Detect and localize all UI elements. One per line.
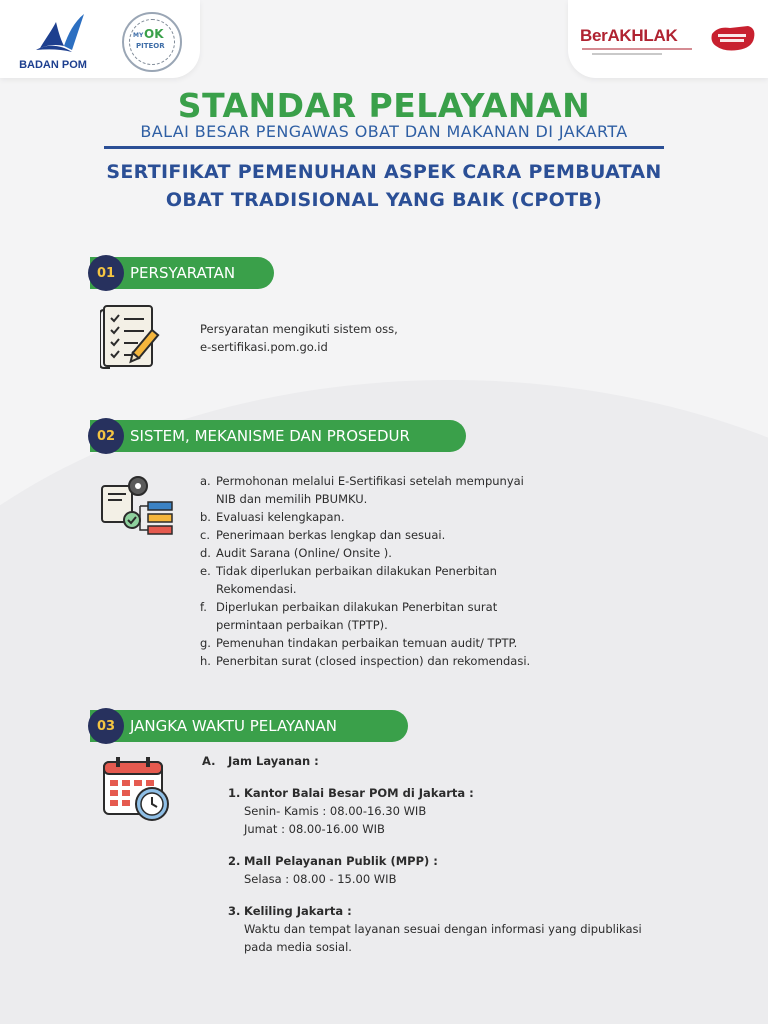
schedule-place-number: 2.: [228, 854, 241, 868]
list-item: [200, 598, 640, 634]
section-3-content: [202, 752, 682, 970]
schedule-place-name: Kantor Balai Besar POM di Jakarta :: [244, 786, 474, 800]
list-item-text: Tidak diperlukan perbaikan dilakukan Penerbitan: [216, 564, 497, 578]
schedule-line: Senin- Kamis : 08.00-16.30 WIB: [244, 804, 427, 818]
page-subtitle: BALAI BESAR PENGAWAS OBAT DAN MAKANAN DI JAKARTA: [140, 122, 628, 141]
list-item: [200, 544, 640, 562]
schedule-places: [202, 784, 682, 956]
schedule-heading: [202, 752, 682, 770]
certificate-title-line-1: SERTIFIKAT PEMENUHAN ASPEK CARA PEMBUATAN: [106, 161, 662, 183]
list-item: [200, 652, 640, 670]
schedule-heading-marker: A.: [202, 754, 216, 768]
section-header-persyaratan: [90, 257, 274, 289]
section-title: JANGKA WAKTU PELAYANAN: [130, 717, 338, 735]
section-title: SISTEM, MEKANISME DAN PROSEDUR: [130, 427, 410, 445]
list-item: [200, 562, 640, 598]
schedule-place: [228, 852, 682, 888]
list-item-marker: f.: [200, 600, 207, 614]
list-item: [200, 508, 640, 526]
list-item-text: Penerbitan surat (closed inspection) dan rekomendasi.: [216, 654, 531, 668]
list-item-text: Audit Sarana (Online/ Onsite ).: [216, 546, 392, 560]
certificate-title: [60, 158, 708, 214]
section-header-jangka-waktu: [90, 710, 408, 742]
schedule-place: [228, 784, 682, 838]
requirement-line: Persyaratan mengikuti sistem oss,: [200, 322, 398, 336]
list-item-text: Penerimaan berkas lengkap dan sesuai.: [216, 528, 446, 542]
schedule-place-name: Keliling Jakarta :: [244, 904, 352, 918]
checklist-document-icon: [100, 304, 174, 370]
section-number-badge: 01: [88, 255, 124, 291]
section-number-badge: 03: [88, 708, 124, 744]
schedule-line: Jumat : 08.00-16.00 WIB: [244, 822, 385, 836]
list-item: [200, 472, 640, 508]
list-item-marker: c.: [200, 528, 210, 542]
list-item-text: Pemenuhan tindakan perbaikan temuan audit/ TPTP.: [216, 636, 518, 650]
badan-pom-logo-text: BADAN POM: [19, 59, 87, 71]
list-item-marker: d.: [200, 546, 211, 560]
schedule-line: Selasa : 08.00 - 15.00 WIB: [244, 872, 397, 886]
list-item-marker: e.: [200, 564, 211, 578]
bangga-melayani-logo: [708, 24, 758, 54]
badan-pom-emblem-icon: [12, 8, 94, 60]
list-item-text: Diperlukan perbaikan dilakukan Penerbitan surat: [216, 600, 498, 614]
requirement-line: e-sertifikasi.pom.go.id: [200, 340, 328, 354]
section-1-content: [200, 320, 620, 356]
calendar-clock-icon: [100, 756, 172, 824]
schedule-place-number: 1.: [228, 786, 241, 800]
list-item-marker: a.: [200, 474, 211, 488]
schedule-heading-text: Jam Layanan :: [228, 754, 319, 768]
berakhlak-logo-tagline: [582, 48, 692, 50]
bangga-melayani-icon: [708, 24, 758, 54]
badan-pom-logo: [12, 8, 94, 72]
procedure-list: [200, 472, 640, 670]
ok-logo-text-3: PITEOR: [136, 42, 165, 50]
schedule-line: pada media sosial.: [244, 940, 352, 954]
page-title: STANDAR PELAYANAN: [177, 86, 591, 125]
ok-logo-text-2: OK: [144, 27, 164, 41]
list-item-text: Permohonan melalui E-Sertifikasi setelah mempunyai: [216, 474, 524, 488]
list-item-marker: h.: [200, 654, 211, 668]
schedule-line: Waktu dan tempat layanan sesuai dengan informasi yang dipublikasi: [244, 922, 642, 936]
section-header-sistem: [90, 420, 466, 452]
list-item-text-cont: permintaan perbaikan (TPTP).: [216, 618, 388, 632]
ok-logo-text-1: MY: [133, 32, 144, 39]
list-item: [200, 634, 640, 652]
list-item-text-cont: NIB dan memilih PBUMKU.: [216, 492, 368, 506]
list-item-marker: g.: [200, 636, 211, 650]
section-number-badge: 02: [88, 418, 124, 454]
schedule-place-name: Mall Pelayanan Publik (MPP) :: [244, 854, 438, 868]
schedule-place-number: 3.: [228, 904, 241, 918]
ok-logo: [122, 12, 182, 72]
section-title: PERSYARATAN: [130, 264, 236, 282]
section-2-content: [200, 472, 640, 670]
list-item-text: Evaluasi kelengkapan.: [216, 510, 345, 524]
certificate-title-line-2: OBAT TRADISIONAL YANG BAIK (CPOTB): [165, 189, 603, 211]
berakhlak-logo: BerAKHLAK: [580, 26, 678, 45]
process-flow-icon: [100, 472, 176, 540]
list-item-text-cont: Rekomendasi.: [216, 582, 297, 596]
berakhlak-logo-tagline-2: [592, 53, 662, 55]
list-item-marker: b.: [200, 510, 211, 524]
list-item: [200, 526, 640, 544]
schedule-place: [228, 902, 682, 956]
title-divider: [104, 146, 664, 149]
